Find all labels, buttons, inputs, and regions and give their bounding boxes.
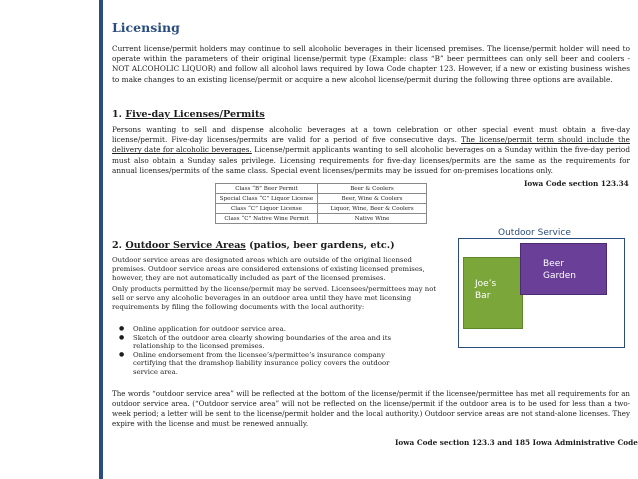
- section-1-text-b: License/permit applicants wanting to sell alcoholic beverages on a Sunday within the five-day period must also obtain a Sunday sales privilege. Licensing requirements for five-day licenses/permits are the same as the requirements for annual licenses/permits of the same class. Special event licenses/permits may be issued for on-premises locations only.: [112, 145, 630, 175]
- section-2-citation: Iowa Code section 123.3 and 185 Iowa Administrative Code: [395, 438, 638, 447]
- table-row: [216, 184, 427, 194]
- beer-garden-label: Beer Garden: [543, 259, 576, 281]
- sidebar-accent-bar: [99, 0, 103, 479]
- permit-products: Native Wine: [318, 214, 427, 224]
- permit-name: Special Class “C” Liquor License: [216, 194, 318, 204]
- section-1-title: [112, 109, 265, 120]
- permit-name: Class “C” Native Wine Permit: [216, 214, 318, 224]
- joes-bar-box: [463, 257, 523, 329]
- section-1-text-underlined: The license/permit term should include the delivery date for alcoholic beverages.: [112, 135, 630, 155]
- list-item: ● Sketch of the outdoor area clearly showing boundaries of the area and its relationship to the licensed premises.: [115, 334, 405, 351]
- section-2-paragraph: Outdoor service areas are designated areas which are outside of the original licensed premises. Outdoor service areas are considered extensions of existing licensed premises, however, they are not automatically included as part of the licensed premises.: [112, 256, 425, 283]
- section-2-paragraph-2: Only products permitted by the license/permit may be served. Licensees/permittees may not sell or serve any alcoholic beverages in an outdoor area until they have met licensing requirements by filing the following documents with the local authority:: [112, 285, 437, 312]
- list-item: ● Online application for outdoor service area.: [115, 325, 405, 334]
- permit-table: [215, 183, 427, 224]
- section-1-title-text: Five-day Licenses/Permits: [125, 109, 265, 120]
- table-row: [216, 194, 427, 204]
- permit-name: Class “C” Liquor License: [216, 204, 318, 214]
- outdoor-service-label: Outdoor Service: [498, 228, 571, 238]
- permit-name: Class “B” Beer Permit: [216, 184, 318, 194]
- permit-products: Liquor, Wine, Beer & Coolers: [318, 204, 427, 214]
- section-2-title: [112, 240, 395, 251]
- joes-bar-label: Joe’s Bar: [475, 279, 497, 301]
- page-title: Licensing: [112, 20, 180, 35]
- beer-garden-box: [520, 243, 607, 295]
- section-1-text-a: Persons wanting to sell and dispense alcoholic beverages at a town celebration or other special event must obtain a five-day license/permit. Five-day licenses/permits are valid for a period of five consecutive days.: [112, 125, 630, 145]
- intro-paragraph: Current license/permit holders may continue to sell alcoholic beverages in their licensed premises. The license/permit holder will need to operate within the parameters of their original license/permit type (Example: class “B” beer permittees can only sell beer and coolers - NOT ALCOHOLIC LIQUOR) and follow all alcohol laws required by Iowa Code chapter 123. However, if a new or existing business wishes to make changes to an existing license/permit or acquire a new alcohol license/permit during the following three options are available.: [112, 44, 630, 84]
- section-1-number: 1.: [112, 109, 123, 120]
- table-row: [216, 204, 427, 214]
- section-1-paragraph: [112, 125, 630, 176]
- permit-products: Beer & Coolers: [318, 184, 427, 194]
- permit-products: Beer, Wine & Coolers: [318, 194, 427, 204]
- closing-paragraph: The words “outdoor service area” will be reflected at the bottom of the license/permit if the licensee/permittee has met all requirements for an outdoor service area. (“Outdoor service area” will not be reflected on the license/permit if the outdoor area is to be used for less than a two-week period; a letter will be sent to the license/permit holder and the local authority.) Outdoor service areas are not stand-alone licenses. They expire with the license and must be renewed annually.: [112, 389, 630, 428]
- list-item: ● Online endorsement from the licensee’s/permittee’s insurance company certifying that the dramshop liability insurance policy covers the outdoor service area.: [115, 351, 405, 377]
- requirements-list: [115, 325, 405, 377]
- section-2-title-rest: (patios, beer gardens, etc.): [245, 240, 395, 251]
- section-2-number: 2.: [112, 240, 123, 251]
- section-2-title-underlined: Outdoor Service Areas: [125, 240, 246, 251]
- section-1-citation: Iowa Code section 123.34: [524, 179, 629, 188]
- table-row: [216, 214, 427, 224]
